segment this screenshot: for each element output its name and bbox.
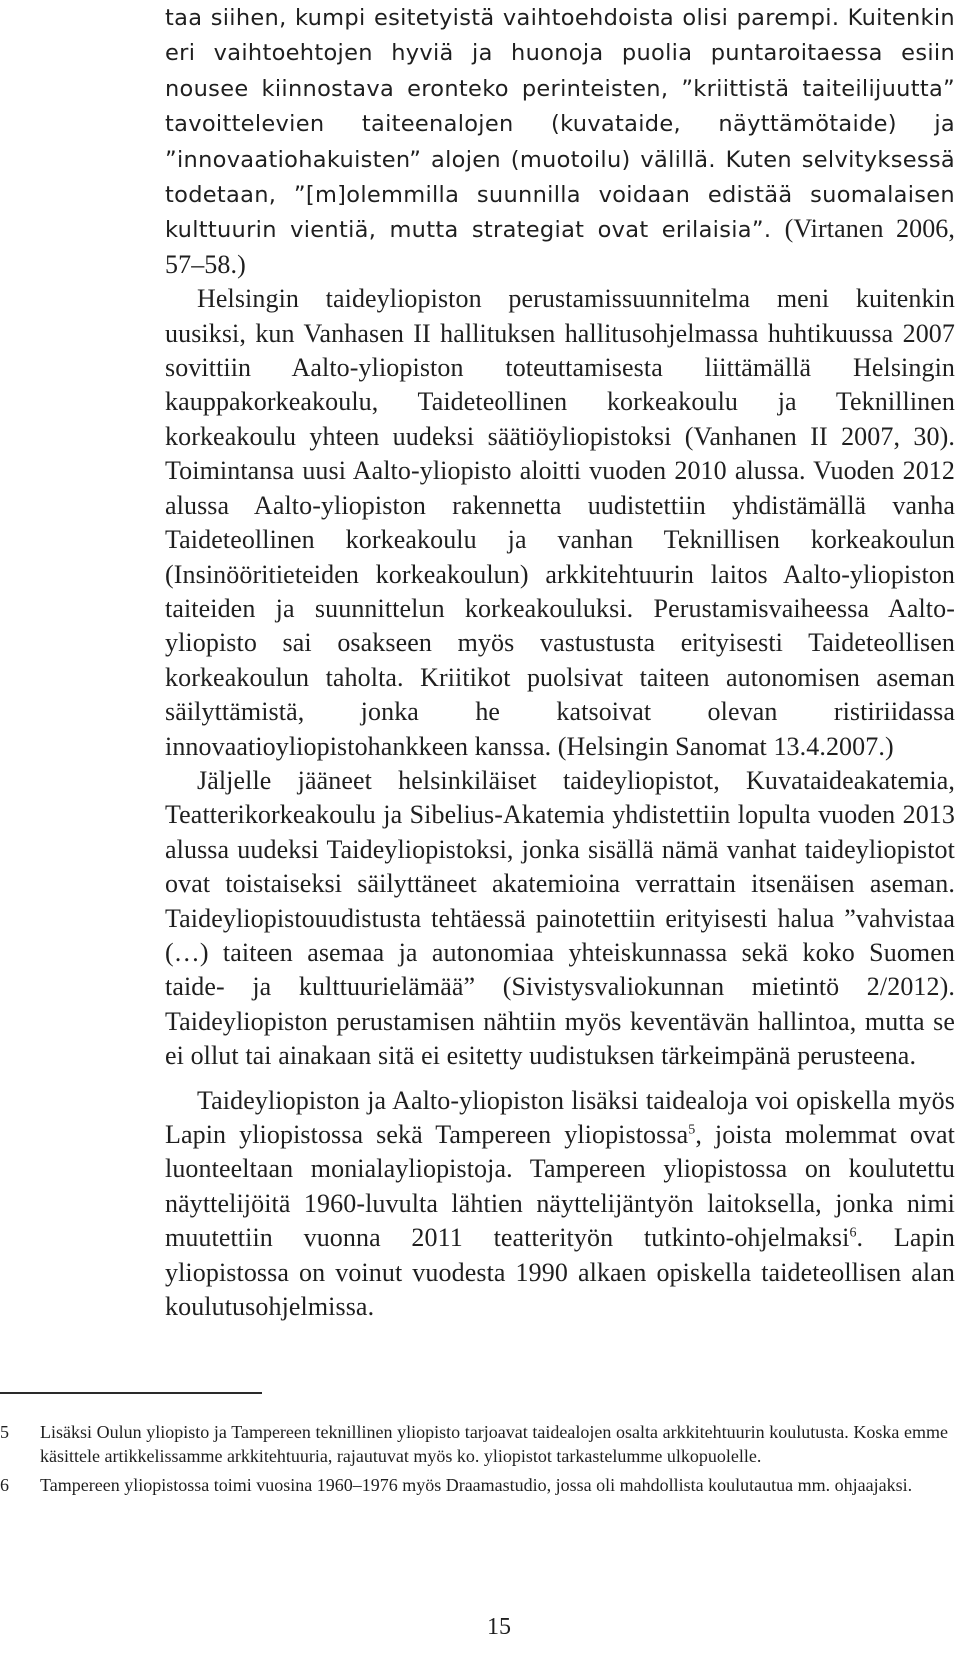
footnote-divider (0, 1392, 262, 1394)
paragraph-1-sans-text: taa siihen, kumpi esitetyistä vaihtoehdoista olisi parempi. Kuitenkin eri vaihtoehtojen hyviä ja huonoja puolia puntaroitaessa esiin nousee kiinnostava eronteko perinteisten, ”kriittistä taiteilijuutta” tavoittelevien taiteenalojen (kuvataide, näyttämötaide) ja ”innovaatiohakuisten” alojen (muotoilu) välillä. Kuten selvityksessä todetaan, ”[m]olemmilla suunnilla voidaan edistää suomalaisen kulttuurin vientiä, mutta strategiat ovat erilaisia”. (165, 5, 955, 244)
footnotes (0, 1420, 960, 1497)
footnote-number: 6 (0, 1474, 9, 1495)
footnote-text: Tampereen yliopistossa toimi vuosina 1960–1976 myös Draamastudio, jossa oli mahdollista koulutautua mm. ohjaajaksi. (40, 1474, 913, 1495)
footnote-5 (0, 1420, 948, 1469)
paragraph-4-text-c: . Lapin yliopistossa on voinut vuodesta 1990 alkaen opiskella taideteollisen alan koulutusohjelmissa. (165, 1223, 955, 1322)
footnote-6 (0, 1473, 948, 1497)
paragraph-4-text-b: , joista molemmat ovat luonteeltaan monialayliopistoja. Tampereen yliopistossa on koulutettu näyttelijöitä 1960-luvulta lähtien näyttelijäntyön laitoksella, jonka nimi muutettiin vuonna 2011 teatterityön tutkinto-ohjelmaksi (165, 1120, 955, 1253)
footnote-number: 5 (0, 1422, 9, 1442)
body-text (165, 0, 955, 1324)
page-number: 15 (487, 1614, 511, 1640)
paragraph-1 (165, 0, 955, 282)
paragraph-2-text: Helsingin taideyliopiston perustamissuunnitelma meni kuitenkin uusiksi, kun Vanhasen II hallituksen hallitusohjelmassa huhtikuussa 2007 sovittiin Aalto-yliopiston toteuttamisesta liittämällä Helsingin kauppakorkeakoulu, Taideteollinen korkeakoulu ja Teknillinen korkeakoulu yhteen uudeksi säätiöyliopistoksi (Vanhanen II 2007, 30). Toimintansa uusi Aalto-yliopisto aloitti vuoden 2010 alussa. Vuoden 2012 alussa Aalto-yliopiston rakennetta uudistettiin yhdistämällä vanha Taideteollinen korkeakoulu ja vanhan Teknillisen korkeakoulun (Insinööritieteiden korkeakoulun) arkkitehtuurin laitos Aalto-yliopiston taiteiden ja suunnittelun korkeakouluksi. Perustamisvaiheessa Aalto-yliopisto sai osakseen myös vastustusta erityisesti Taideteollisen korkeakoulun taholta. Kriitikot puolsivat taiteen autonomisen aseman säilyttämistä, jonka he katsoivat olevan ristiriidassa innovaatioyliopistohankkeen kanssa. (Helsingin Sanomat 13.4.2007.) (165, 284, 955, 761)
paragraph-3-text: Jäljelle jääneet helsinkiläiset taideyliopistot, Kuvataideakatemia, Teatterikorkeakoulu ja Sibelius-Akatemia yhdistettiin lopulta vuoden 2013 alussa uudeksi Taideyliopistoksi, jonka sisällä nämä vanhat taideyliopistot ovat toistaiseksi säilyttäneet akatemioina verrattain itsenäisen aseman. Taideyliopistouudistusta tehtäessä painotettiin erityisesti halua ”vahvistaa (…) taiteen asemaa ja autonomiaa yhteiskunnassa sekä koko Suomen taide- ja kulttuurielämää” (Sivistysvaliokunnan mietintö 2/2012). Taideyliopiston perustamisen nähtiin myös keventävän hallintoa, mutta se ei ollut tai ainakaan sitä ei esitetty uudistuksen tärkeimpänä perusteena. (165, 765, 955, 1071)
paragraph-3 (165, 764, 955, 1074)
footnote-ref-6[interactable]: 6 (849, 1225, 857, 1241)
paragraph-1-citation: (Virtanen 2006, 57–58.) (165, 214, 956, 279)
paragraph-4-text-a: Taideyliopiston ja Aalto-yliopiston lisäksi taidealoja voi opiskella myös Lapin yliopistossa sekä Tampereen yliopistossa (165, 1085, 955, 1149)
footnote-ref-5[interactable]: 5 (688, 1122, 696, 1138)
footnote-text: Lisäksi Oulun yliopisto ja Tampereen teknillinen yliopisto tarjoavat taidealojen osalta arkkitehtuurin koulutusta. Koska emme käsittele artikkelissamme arkkitehtuuria, rajautuvat myös ko. yliopistot tarkastelumme ulkopuolelle. (40, 1422, 948, 1467)
paragraph-4 (165, 1084, 955, 1325)
paragraph-2 (165, 282, 955, 764)
